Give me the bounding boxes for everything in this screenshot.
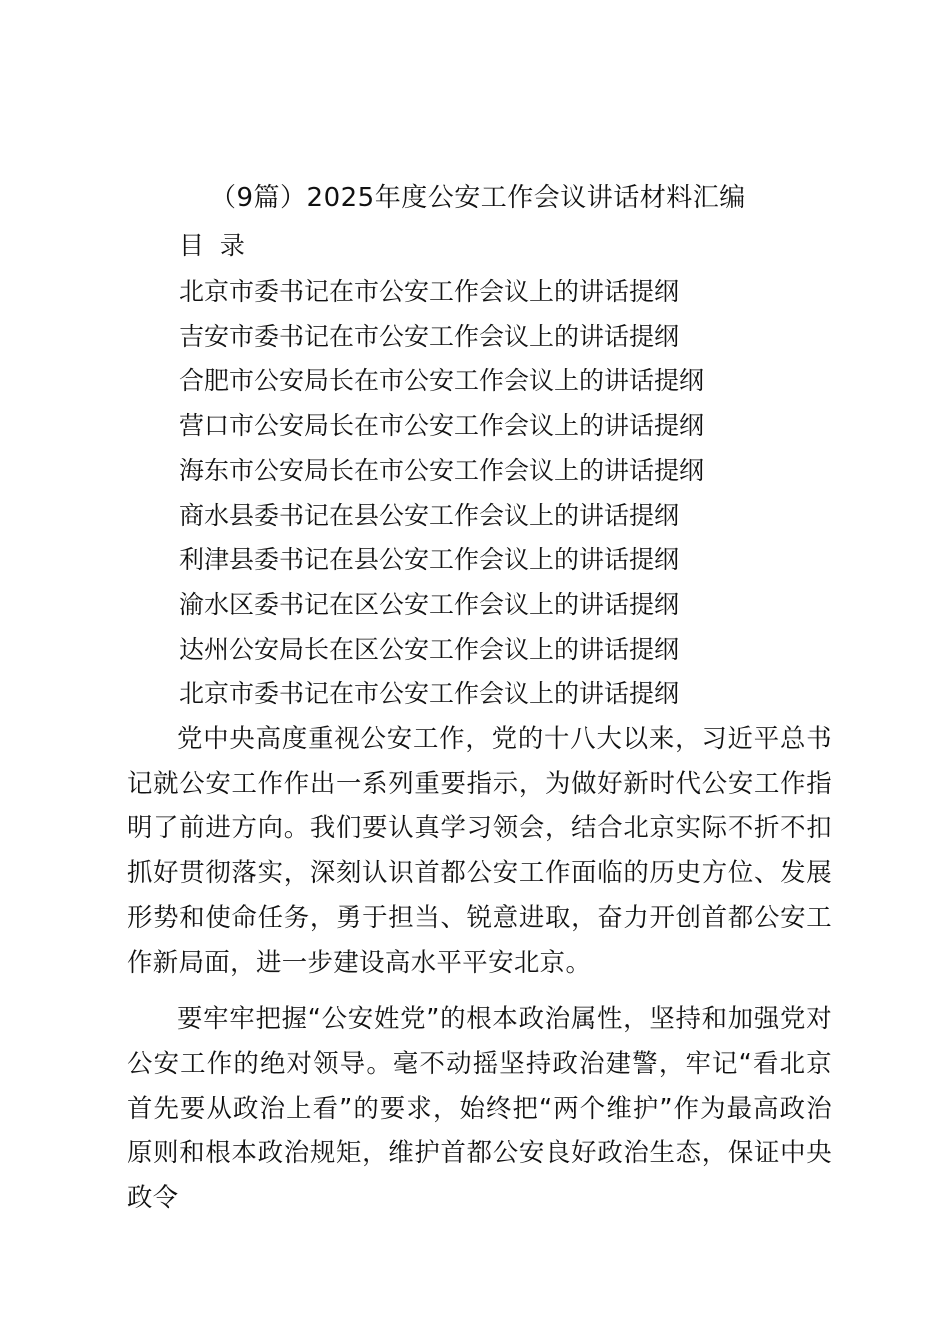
toc-item: 北京市委书记在市公安工作会议上的讲话提纲 bbox=[179, 679, 680, 709]
toc-item: 达州公安局长在区公安工作会议上的讲话提纲 bbox=[179, 634, 680, 664]
toc-item: 商水县委书记在县公安工作会议上的讲话提纲 bbox=[179, 500, 680, 530]
toc-item: 合肥市公安局长在市公安工作会议上的讲话提纲 bbox=[179, 366, 705, 396]
toc-list bbox=[179, 270, 704, 717]
toc-item: 渝水区委书记在区公安工作会议上的讲话提纲 bbox=[179, 589, 680, 619]
body-paragraph: 要牢牢把握“公安姓党”的根本政治属性，坚持和加强党对公安工作的绝对领导。毫不动摇坚持政治建警，牢记“看北京首先要从政治上看”的要求，始终把“两个维护”作为最高政治原则和根本政治规矩，维护首都公安良好政治生态，保证中央政令 bbox=[127, 1003, 832, 1213]
document-title: （9篇）2025年度公安工作会议讲话材料汇编 bbox=[210, 183, 746, 213]
body-text bbox=[127, 716, 832, 1220]
toc-item: 营口市公安局长在市公安工作会议上的讲话提纲 bbox=[179, 411, 705, 441]
body-paragraph: 党中央高度重视公安工作，党的十八大以来，习近平总书记就公安工作作出一系列重要指示，为做好新时代公安工作指明了前进方向。我们要认真学习领会，结合北京实际不折不扣抓好贯彻落实，深刻认识首都公安工作面临的历史方位、发展形势和使命任务，勇于担当、锐意进取，奋力开创首都公安工作新局面，进一步建设高水平平安北京。 bbox=[127, 723, 832, 977]
toc-heading: 目 录 bbox=[179, 231, 245, 260]
toc-item: 北京市委书记在市公安工作会议上的讲话提纲 bbox=[179, 277, 680, 306]
toc-item: 海东市公安局长在市公安工作会议上的讲话提纲 bbox=[179, 455, 705, 485]
toc-item: 吉安市委书记在市公安工作会议上的讲话提纲 bbox=[179, 321, 680, 351]
toc-item: 利津县委书记在县公安工作会议上的讲话提纲 bbox=[179, 545, 680, 575]
